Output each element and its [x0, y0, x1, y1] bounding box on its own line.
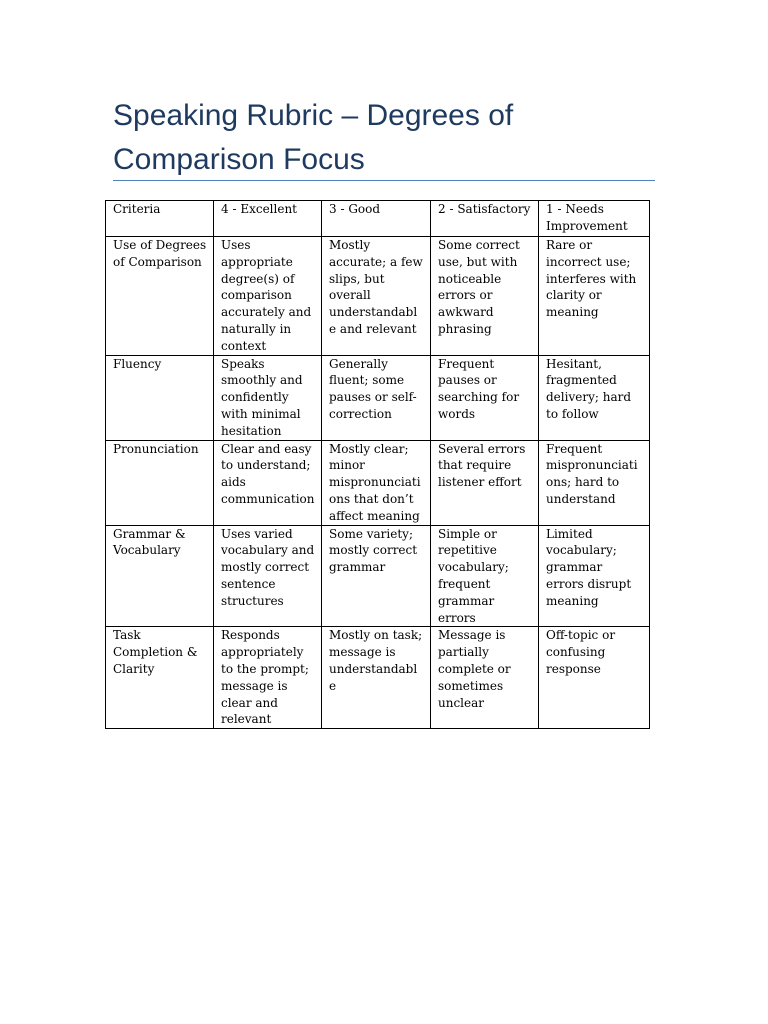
rating-cell: Frequent pauses or searching for words — [431, 355, 539, 440]
rating-cell: Message is partially complete or sometimes unclear — [431, 627, 539, 729]
rating-cell: Mostly accurate; a few slips, but overall understandable and relevant — [322, 237, 431, 356]
rating-cell: Clear and easy to understand; aids communication — [214, 440, 322, 525]
rating-cell: Generally fluent; some pauses or self-correction — [322, 355, 431, 440]
rating-cell: Limited vocabulary; grammar errors disrupt meaning — [539, 525, 650, 627]
header-cell-criteria: Criteria — [106, 201, 214, 237]
rating-cell: Off-topic or confusing response — [539, 627, 650, 729]
table-row — [106, 355, 650, 440]
rating-cell: Several errors that require listener effort — [431, 440, 539, 525]
criteria-cell: Task Completion & Clarity — [106, 627, 214, 729]
rating-cell: Uses varied vocabulary and mostly correct sentence structures — [214, 525, 322, 627]
table-row — [106, 627, 650, 729]
table-row — [106, 237, 650, 356]
rating-cell: Uses appropriate degree(s) of comparison accurately and naturally in context — [214, 237, 322, 356]
rating-cell: Speaks smoothly and confidently with minimal hesitation — [214, 355, 322, 440]
rating-cell: Frequent mispronunciations; hard to understand — [539, 440, 650, 525]
table-header-row — [106, 201, 650, 237]
table-row — [106, 440, 650, 525]
header-cell-excellent: 4 - Excellent — [214, 201, 322, 237]
rating-cell: Hesitant, fragmented delivery; hard to follow — [539, 355, 650, 440]
criteria-cell: Pronunciation — [106, 440, 214, 525]
header-cell-good: 3 - Good — [322, 201, 431, 237]
table-row — [106, 525, 650, 627]
rating-cell: Some correct use, but with noticeable errors or awkward phrasing — [431, 237, 539, 356]
criteria-cell: Fluency — [106, 355, 214, 440]
criteria-cell: Grammar & Vocabulary — [106, 525, 214, 627]
rating-cell: Simple or repetitive vocabulary; frequent grammar errors — [431, 525, 539, 627]
rating-cell: Mostly on task; message is understandable — [322, 627, 431, 729]
rating-cell: Mostly clear; minor mispronunciations that don’t affect meaning — [322, 440, 431, 525]
rubric-table — [105, 200, 650, 729]
rating-cell: Responds appropriately to the prompt; message is clear and relevant — [214, 627, 322, 729]
rating-cell: Some variety; mostly correct grammar — [322, 525, 431, 627]
header-cell-needs-improvement: 1 - Needs Improvement — [539, 201, 650, 237]
criteria-cell: Use of Degrees of Comparison — [106, 237, 214, 356]
rating-cell: Rare or incorrect use; interferes with clarity or meaning — [539, 237, 650, 356]
page-title: Speaking Rubric – Degrees of Comparison Focus — [113, 99, 514, 176]
title-underline — [113, 180, 655, 181]
header-cell-satisfactory: 2 - Satisfactory — [431, 201, 539, 237]
